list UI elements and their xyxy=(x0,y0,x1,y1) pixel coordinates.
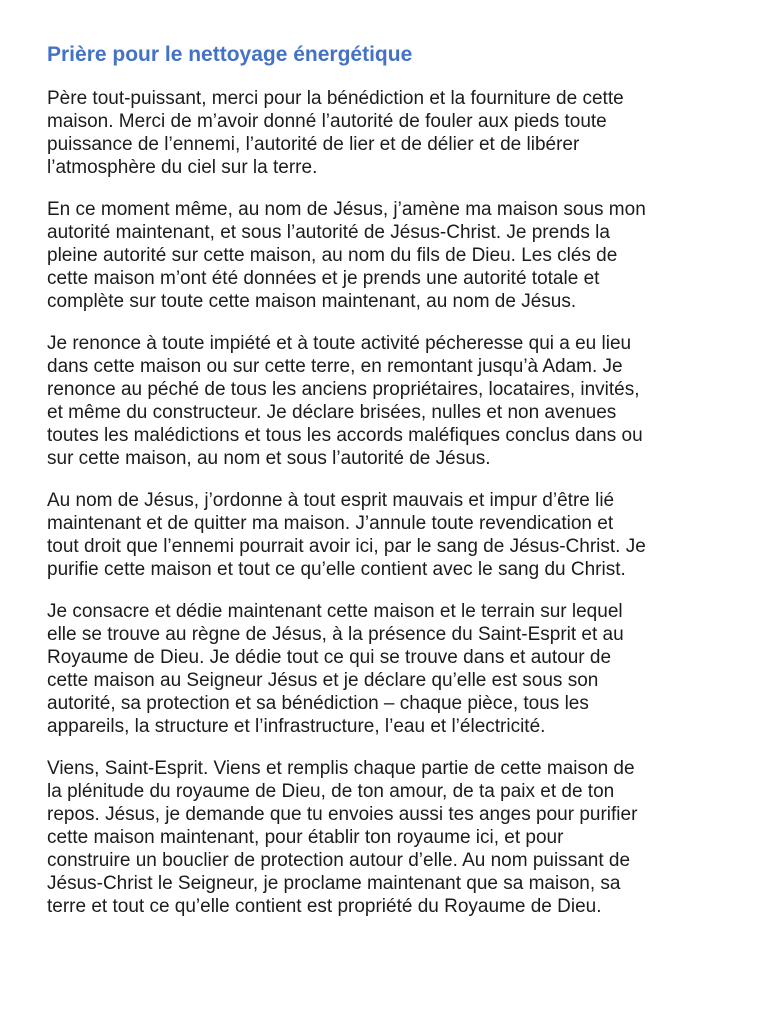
text-line: purifie cette maison et tout ce qu’elle contient avec le sang du Christ. xyxy=(47,559,626,580)
text-line: Père tout-puissant, merci pour la bénédiction et la fourniture de cette xyxy=(47,88,624,109)
text-line: Viens, Saint-Esprit. Viens et remplis chaque partie de cette maison de xyxy=(47,758,635,779)
text-line: Jésus-Christ le Seigneur, je proclame maintenant que sa maison, sa xyxy=(47,873,621,894)
text-line: maintenant et de quitter ma maison. J’annule toute revendication et xyxy=(47,513,614,534)
text-line: En ce moment même, au nom de Jésus, j’amène ma maison sous mon xyxy=(47,199,646,220)
text-line: repos. Jésus, je demande que tu envoies aussi tes anges pour purifier xyxy=(47,804,638,825)
document-body xyxy=(47,87,737,918)
text-line: dans cette maison ou sur cette terre, en remontant jusqu’à Adam. Je xyxy=(47,356,623,377)
text-line: Au nom de Jésus, j’ordonne à tout esprit mauvais et impur d’être lié xyxy=(47,490,615,511)
text-line: tout droit que l’ennemi pourrait avoir ici, par le sang de Jésus-Christ. Je xyxy=(47,536,646,557)
text-line: cette maison au Seigneur Jésus et je déclare qu’elle est sous son xyxy=(47,670,599,691)
paragraph-3 xyxy=(47,332,737,470)
text-line: sur cette maison, au nom et sous l’autorité de Jésus. xyxy=(47,448,491,469)
text-line: autorité maintenant, et sous l’autorité de Jésus-Christ. Je prends la xyxy=(47,222,610,243)
text-line: toutes les malédictions et tous les accords maléfiques conclus dans ou xyxy=(47,425,643,446)
text-line: et même du constructeur. Je déclare brisées, nulles et non avenues xyxy=(47,402,617,423)
text-line: Je consacre et dédie maintenant cette maison et le terrain sur lequel xyxy=(47,601,623,622)
text-line: Je renonce à toute impiété et à toute activité pécheresse qui a eu lieu xyxy=(47,333,632,354)
text-line: cette maison maintenant, pour établir ton royaume ici, et pour xyxy=(47,827,564,848)
text-line: Royaume de Dieu. Je dédie tout ce qui se trouve dans et autour de xyxy=(47,647,612,668)
paragraph-2 xyxy=(47,198,737,313)
document-page xyxy=(47,42,737,937)
text-line: complète sur toute cette maison maintenant, au nom de Jésus. xyxy=(47,291,577,312)
text-line: renonce au péché de tous les anciens propriétaires, locataires, invités, xyxy=(47,379,640,400)
text-line: autorité, sa protection et sa bénédiction – chaque pièce, tous les xyxy=(47,693,589,714)
text-line: elle se trouve au règne de Jésus, à la présence du Saint-Esprit et au xyxy=(47,624,624,645)
text-line: terre et tout ce qu’elle contient est propriété du Royaume de Dieu. xyxy=(47,896,602,917)
paragraph-6 xyxy=(47,757,737,918)
text-line: maison. Merci de m’avoir donné l’autorité de fouler aux pieds toute xyxy=(47,111,607,132)
paragraph-1 xyxy=(47,87,737,179)
paragraph-5 xyxy=(47,600,737,738)
text-line: cette maison m’ont été données et je prends une autorité totale et xyxy=(47,268,600,289)
text-line: pleine autorité sur cette maison, au nom du fils de Dieu. Les clés de xyxy=(47,245,618,266)
paragraph-4 xyxy=(47,489,737,581)
text-line: l’atmosphère du ciel sur la terre. xyxy=(47,157,318,178)
text-line: appareils, la structure et l’infrastructure, l’eau et l’électricité. xyxy=(47,716,546,737)
text-line: la plénitude du royaume de Dieu, de ton amour, de ta paix et de ton xyxy=(47,781,615,802)
document-title: Prière pour le nettoyage énergétique xyxy=(47,43,413,66)
text-line: construire un bouclier de protection autour d’elle. Au nom puissant de xyxy=(47,850,631,871)
text-line: puissance de l’ennemi, l’autorité de lier et de délier et de libérer xyxy=(47,134,580,155)
